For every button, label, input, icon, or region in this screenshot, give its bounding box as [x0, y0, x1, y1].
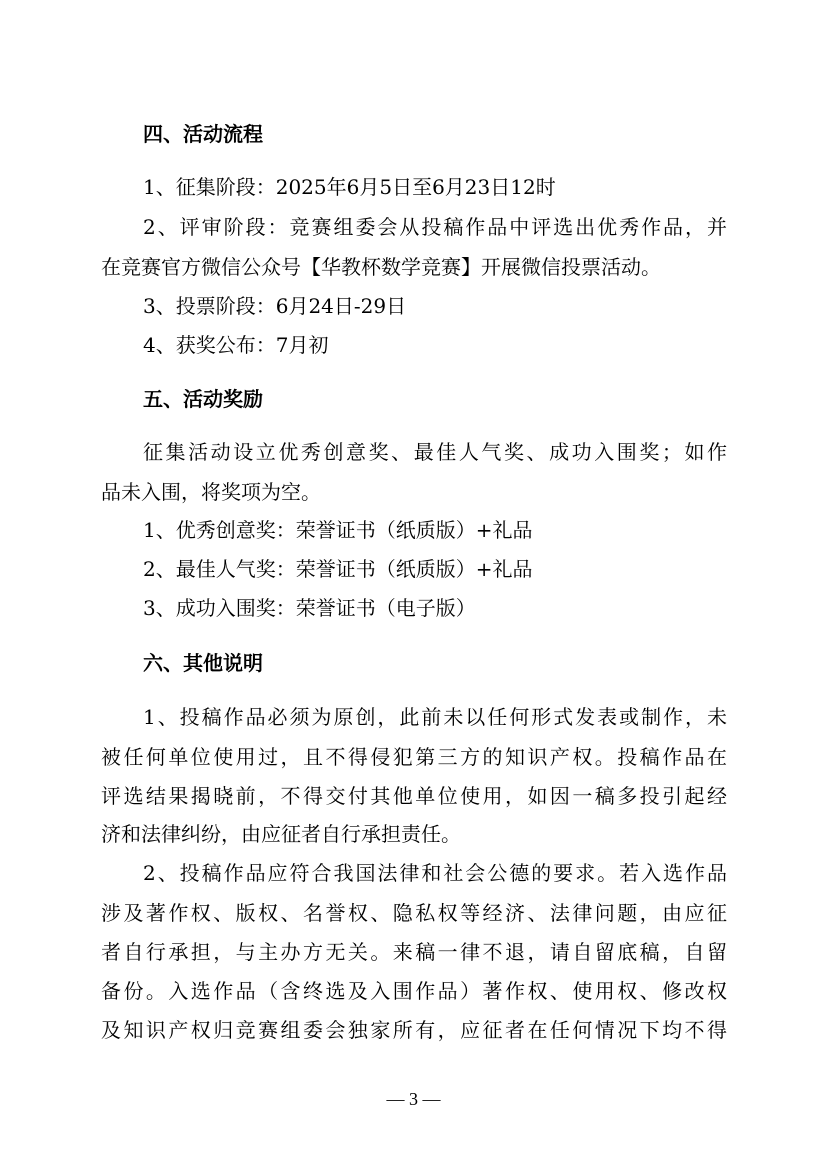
- section-heading-6: 六、其他说明: [143, 651, 263, 675]
- award-item-2: 2、最佳人气奖：荣誉证书（纸质版）+礼品: [143, 557, 533, 581]
- schedule-item-1: 1、征集阶段：2025年6月5日至6月23日12时: [143, 175, 556, 199]
- notes-para2-line-3: 者自行承担，与主办方无关。来稿一律不退，请自留底稿，自留: [101, 940, 727, 964]
- awards-intro-line-2: 品未入围，将奖项为空。: [101, 480, 321, 504]
- awards-intro-line-1: 征集活动设立优秀创意奖、最佳人气奖、成功入围奖；如作: [143, 440, 727, 464]
- notes-para1-line-3: 评选结果揭晓前，不得交付其他单位使用，如因一稿多投引起经: [101, 784, 727, 808]
- notes-para2-line-4: 备份。入选作品（含终选及入围作品）著作权、使用权、修改权: [101, 979, 727, 1003]
- schedule-item-3: 3、投票阶段：6月24日-29日: [143, 294, 407, 318]
- notes-para1-line-4: 济和法律纠纷，由应征者自行承担责任。: [101, 822, 461, 846]
- notes-para1-line-2: 被任何单位使用过，且不得侵犯第三方的知识产权。投稿作品在: [101, 745, 727, 769]
- notes-para2-line-2: 涉及著作权、版权、名誉权、隐私权等经济、法律问题，由应征: [101, 901, 727, 925]
- schedule-item-2: 2、评审阶段：竞赛组委会从投稿作品中评选出优秀作品，并: [143, 215, 727, 239]
- section-heading-5: 五、活动奖励: [143, 387, 263, 411]
- notes-para1-line-1: 1、投稿作品必须为原创，此前未以任何形式发表或制作，未: [143, 705, 727, 729]
- notes-para2-line-1: 2、投稿作品应符合我国法律和社会公德的要求。若入选作品: [143, 861, 727, 885]
- section-heading-4: 四、活动流程: [143, 122, 263, 146]
- award-item-3: 3、成功入围奖：荣誉证书（电子版）: [143, 596, 476, 620]
- page-number: — 3 —: [386, 1089, 441, 1109]
- schedule-item-4: 4、获奖公布：7月初: [143, 333, 329, 357]
- award-item-1: 1、优秀创意奖：荣誉证书（纸质版）+礼品: [143, 518, 533, 542]
- notes-para2-line-5: 及知识产权归竞赛组委会独家所有，应征者在任何情况下均不得: [101, 1018, 727, 1042]
- schedule-item-2-cont: 在竞赛官方微信公众号【华教杯数学竞赛】开展微信投票活动。: [101, 255, 661, 279]
